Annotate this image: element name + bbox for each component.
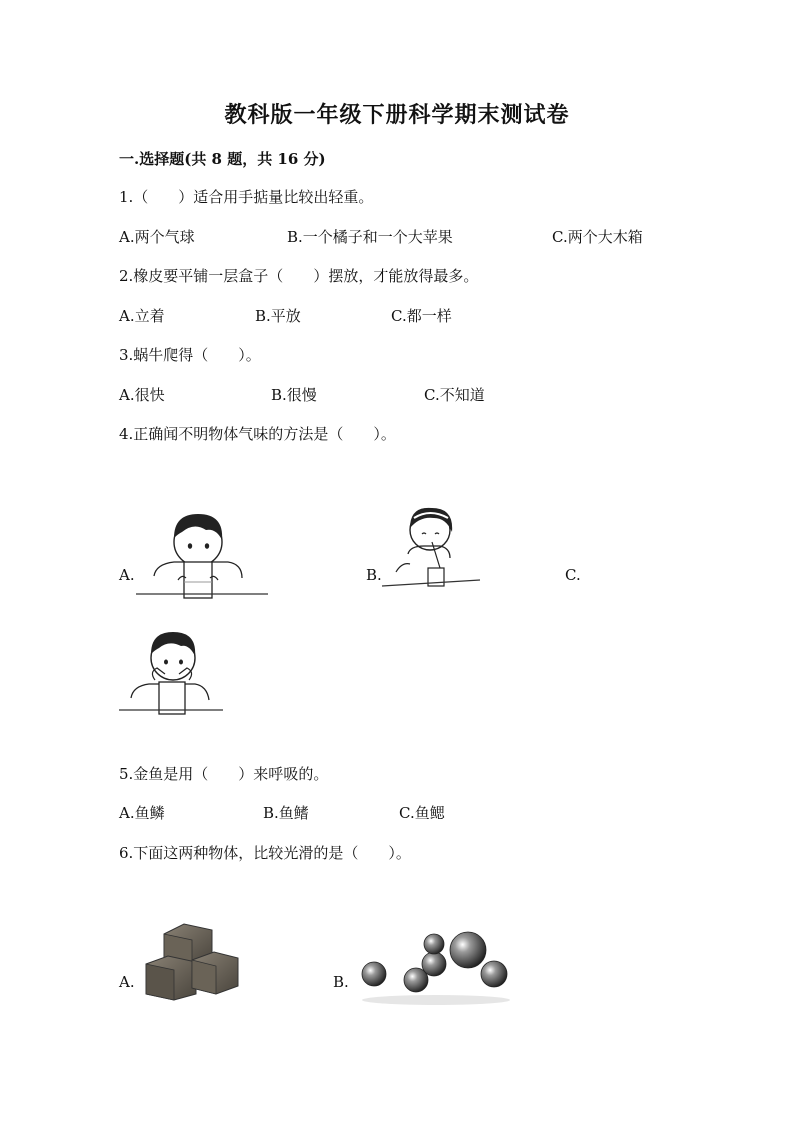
question-4-option-b[interactable]: B.: [366, 566, 382, 584]
question-4-stem: 4.正确闻不明物体气味的方法是（ ）。: [119, 425, 396, 443]
page-title: 教科版一年级下册科学期末测试卷: [224, 102, 570, 128]
question-1-stem: 1.（ ）适合用手掂量比较出轻重。: [119, 188, 374, 206]
question-1-option-c[interactable]: C.两个大木箱: [552, 228, 643, 246]
question-3-option-b[interactable]: B.很慢: [271, 386, 317, 404]
question-6-stem: 6.下面这两种物体，比较光滑的是（ ）。: [119, 844, 411, 862]
girl-smelling-illustration[interactable]: [380, 502, 482, 592]
question-1-option-b[interactable]: B.一个橘子和一个大苹果: [287, 228, 453, 246]
boy-fanning-smell-illustration[interactable]: [119, 628, 223, 714]
question-6-option-a[interactable]: A.: [119, 973, 135, 991]
question-4-option-c[interactable]: C.: [565, 566, 581, 584]
question-3-option-a[interactable]: A.很快: [119, 386, 165, 404]
boy-sniffing-cup-illustration[interactable]: [136, 508, 268, 604]
question-3-option-c[interactable]: C.不知道: [424, 386, 485, 404]
question-5-option-b[interactable]: B.鱼鳍: [263, 804, 309, 822]
question-4-option-a[interactable]: A.: [119, 566, 135, 584]
question-5-stem: 5.金鱼是用（ ）来呼吸的。: [119, 765, 329, 783]
question-5-option-c[interactable]: C.鱼鳃: [399, 804, 445, 822]
question-6-option-b[interactable]: B.: [333, 973, 349, 991]
section-heading: 一.选择题(共 8 题，共 16 分): [119, 150, 326, 168]
question-5-option-a[interactable]: A.鱼鳞: [119, 804, 165, 822]
question-3-stem: 3.蜗牛爬得（ ）。: [119, 346, 261, 364]
wooden-blocks-illustration[interactable]: [140, 920, 240, 1000]
question-2-stem: 2.橡皮要平铺一层盒子（ ）摆放，才能放得最多。: [119, 267, 479, 285]
question-2-option-c[interactable]: C.都一样: [391, 307, 452, 325]
question-2-option-a[interactable]: A.立着: [119, 307, 165, 325]
question-2-option-b[interactable]: B.平放: [255, 307, 301, 325]
question-1-option-a[interactable]: A.两个气球: [119, 228, 195, 246]
glass-marbles-illustration[interactable]: [356, 928, 512, 1006]
